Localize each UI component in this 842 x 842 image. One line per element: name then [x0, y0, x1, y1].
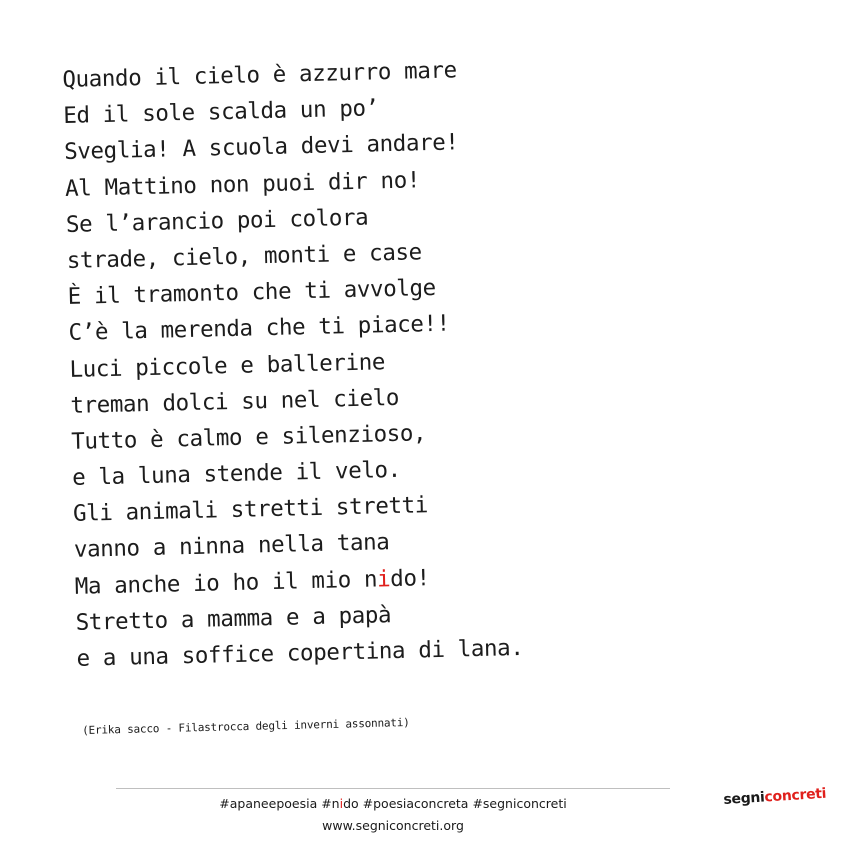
footer-divider	[116, 788, 670, 789]
poem-line-2: Ed il sole scalda un po’	[63, 95, 380, 130]
hashtags-start: #apaneepoesia #n	[219, 796, 340, 811]
poem-line-3: Sveglia! A scuola devi andare!	[63, 129, 459, 166]
poem-line-4: Al Mattino non puoi dir no!	[64, 166, 421, 202]
poem-line-13: Gli animali stretti stretti	[72, 492, 429, 528]
poem-line-6: strade, cielo, monti e case	[66, 239, 423, 274]
hashtags	[116, 796, 670, 811]
poem	[62, 47, 697, 677]
poem-line-1: Quando il cielo è azzurro mare	[62, 57, 458, 93]
highlight-letter: i	[376, 565, 391, 593]
poem-line-17: e a una soffice copertina di lana.	[76, 634, 524, 672]
poem-line-8: C’è la merenda che ti piace!!	[68, 310, 451, 347]
poem-line-16: Stretto a mamma e a papà	[75, 601, 392, 636]
poem-line-9: Luci piccole e ballerine	[69, 348, 386, 383]
poem-line-5: Se l’arancio poi colora	[65, 204, 369, 238]
poem-line-14: vanno a ninna nella tana	[73, 529, 390, 564]
logo-part-segni: segni	[723, 789, 766, 808]
segniconcreti-logo	[723, 786, 827, 808]
poem-line-12: e la luna stende il velo.	[71, 456, 402, 491]
poem-attribution: (Erika sacco - Filastrocca degli inverni assonnati)	[82, 715, 410, 737]
poem-line-11: Tutto è calmo e silenzioso,	[70, 420, 427, 455]
poem-line-15-start: Ma anche io ho il mio n	[74, 566, 378, 600]
poem-line-7: È il tramonto che ti avvolge	[67, 275, 437, 311]
hashtags-end: do #poesiaconcreta #segniconcreti	[343, 796, 567, 811]
website-link[interactable]: www.segniconcreti.org	[322, 818, 464, 833]
logo-part-concreti: concreti	[764, 785, 827, 806]
poem-line-10: treman dolci su nel cielo	[70, 384, 400, 419]
poem-line-15-end: do!	[389, 564, 431, 592]
hashtags-highlight-letter: i	[339, 796, 344, 811]
